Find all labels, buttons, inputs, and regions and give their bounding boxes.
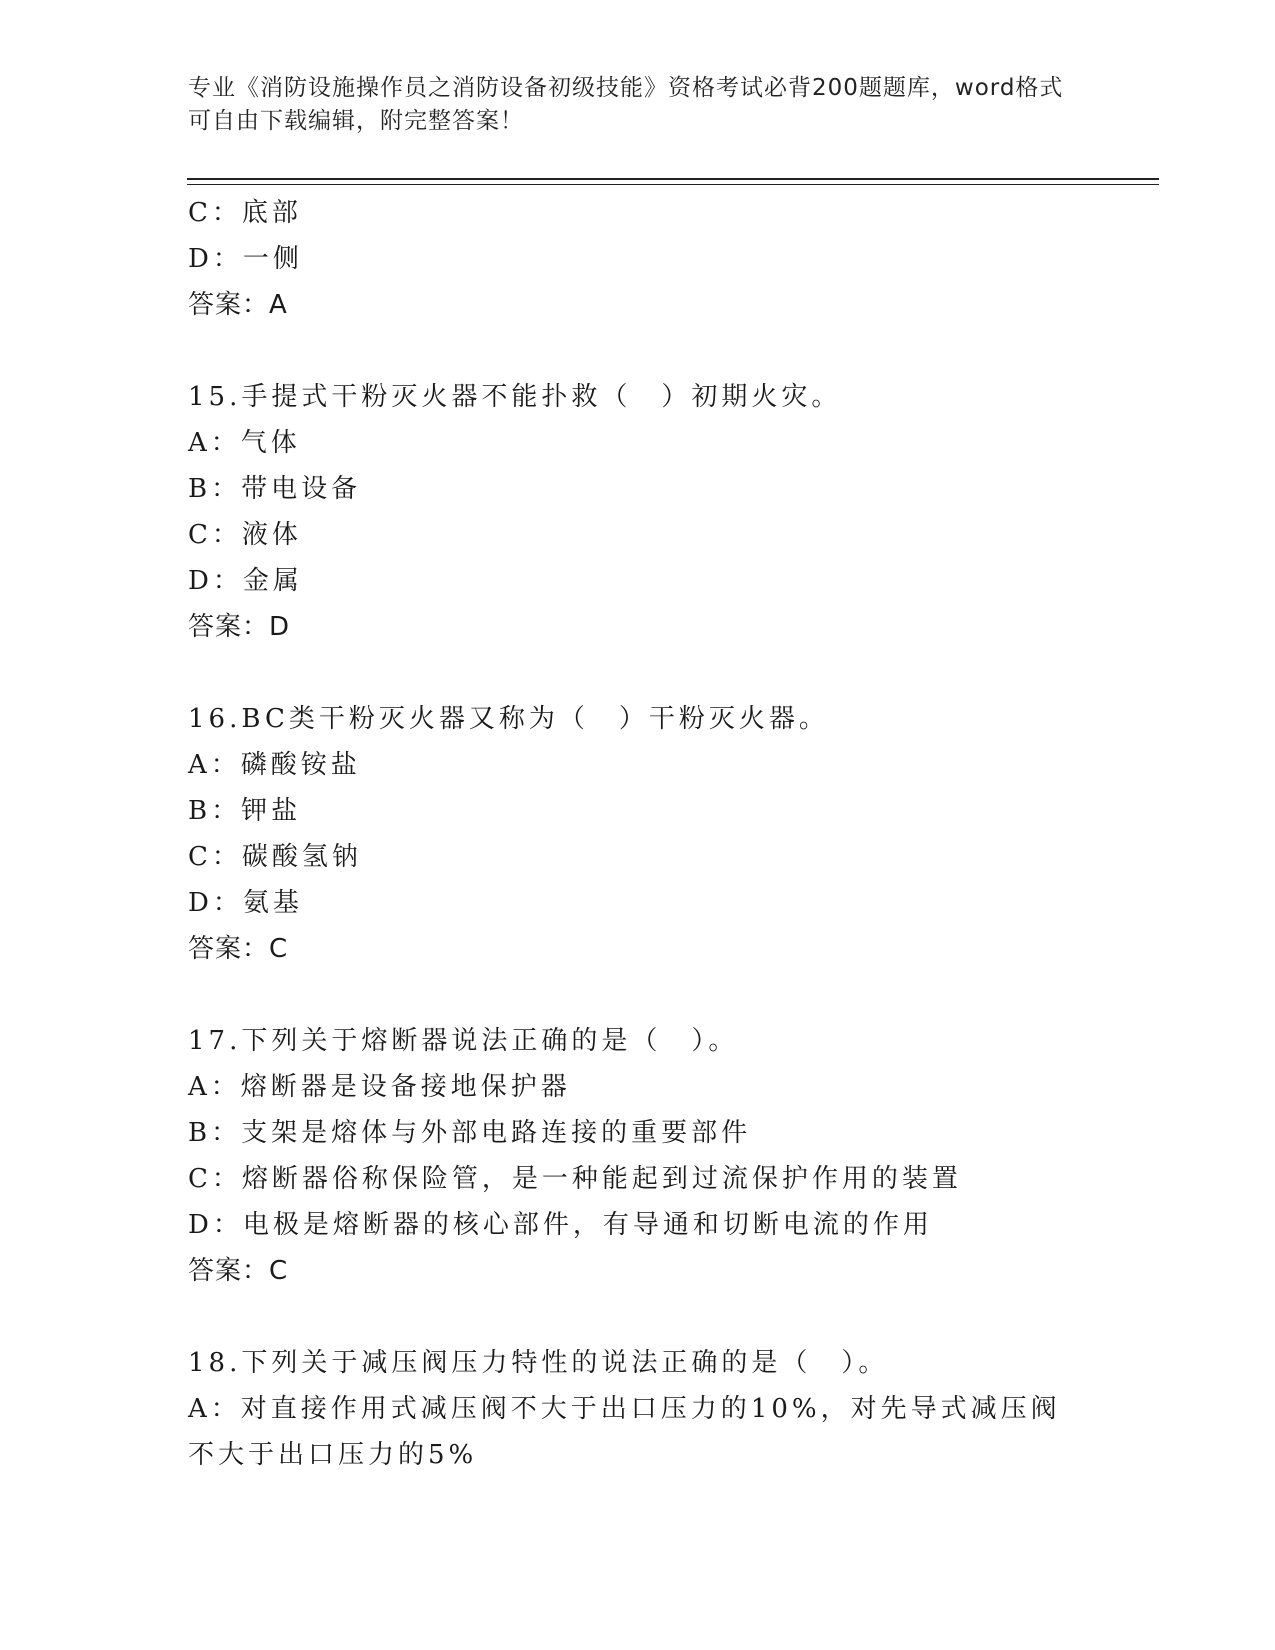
- option-c: C：碳酸氢钠: [188, 842, 362, 872]
- document-header: 专业《消防设施操作员之消防设备初级技能》资格考试必背200题题库，word格式可自由下载编辑，附完整答案！: [188, 75, 1064, 134]
- option-d: D：氨基: [188, 888, 303, 918]
- option-d: D：一侧: [188, 244, 303, 274]
- option-c: C：熔断器俗称保险管，是一种能起到过流保护作用的装置: [188, 1164, 962, 1194]
- answer-line: 答案：A: [188, 290, 288, 320]
- option-a: A：气体: [188, 428, 301, 458]
- answer-line: 答案：D: [188, 612, 291, 642]
- answer-line: 答案：C: [188, 934, 289, 964]
- option-d: D：电极是熔断器的核心部件，有导通和切断电流的作用: [188, 1210, 933, 1240]
- option-d: D：金属: [188, 566, 303, 596]
- question-stem: 18.下列关于减压阀压力特性的说法正确的是（ ）。: [188, 1348, 889, 1378]
- option-a: A：对直接作用式减压阀不大于出口压力的10%，对先导式减压阀不大于出口压力的5%: [188, 1394, 1061, 1470]
- question-stem: 17.下列关于熔断器说法正确的是（ ）。: [188, 1026, 739, 1056]
- option-b: B：支架是熔体与外部电路连接的重要部件: [188, 1118, 752, 1148]
- question-list: [188, 190, 1088, 1478]
- spacer: [188, 1294, 1088, 1340]
- spacer: [188, 328, 1088, 374]
- option-c: C：底部: [188, 198, 302, 228]
- question-stem: 16.BC类干粉灭火器又称为（ ）干粉灭火器。: [188, 704, 829, 734]
- spacer: [188, 972, 1088, 1018]
- question-stem: 15.手提式干粉灭火器不能扑救（ ）初期火灾。: [188, 382, 842, 412]
- answer-line: 答案：C: [188, 1256, 289, 1286]
- option-c: C：液体: [188, 520, 302, 550]
- header-divider: [187, 178, 1159, 185]
- option-a: A：熔断器是设备接地保护器: [188, 1072, 571, 1102]
- option-b: B：钾盐: [188, 796, 302, 826]
- option-b: B：带电设备: [188, 474, 362, 504]
- option-a: A：磷酸铵盐: [188, 750, 361, 780]
- spacer: [188, 650, 1088, 696]
